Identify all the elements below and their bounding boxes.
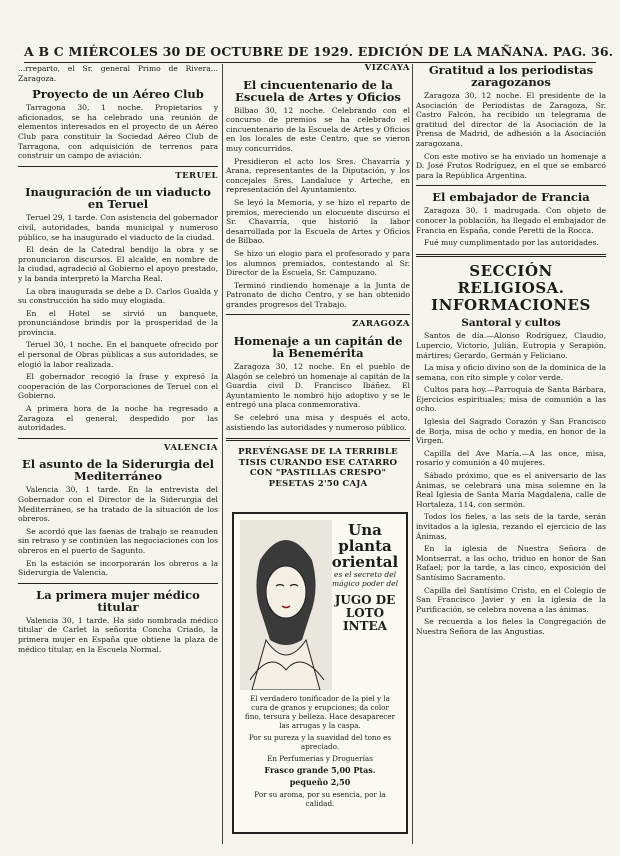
ad-price <box>242 766 398 775</box>
column-rule <box>222 64 223 844</box>
location-label: VIZCAYA <box>364 63 410 73</box>
article-text: Tarragona 30, 1 noche. Propietarios y aficionados, se ha celebrado una reunión de elementos interesados en el proyecto de un Aéreo Club para constituir la Sociedad Aéreo Club de Tarragona, con adquisición de terrenos para construir un campo de aviación. <box>18 103 218 161</box>
headline-aero-club: Proyecto de un Aéreo Club <box>32 87 204 102</box>
article-text: La misa y oficio divino son de la dominica de la semana, con rito simple y color verde. <box>416 363 606 382</box>
ad-text: El verdadero tonificador de la piel y la cura de granos y erupciones; da color fino, tersura y belleza. Hace desaparecer las arrugas y la caspa. <box>244 694 396 730</box>
column-right <box>416 64 606 640</box>
article-text: Se celebró una misa y después el acto, asistiendo las autoridades y numeroso público. <box>226 413 410 432</box>
divider <box>226 438 410 441</box>
advertisement-jugo-de-loto <box>232 512 408 834</box>
location-label: TERUEL <box>175 170 218 181</box>
article-text: Todos los fieles, a las seis de la tarde, serán invitados a la iglesia, rezando el ejercicio de las Ánimas. <box>416 512 606 541</box>
divider <box>18 583 218 584</box>
headline-gratitud: Gratitud a los periodistas zaragozanos <box>428 63 594 89</box>
masthead: A B C MIÉRCOLES 30 DE OCTUBRE DE 1929. EDICIÓN DE LA MAÑANA. PAG. 36. <box>24 44 596 63</box>
article-text: Valencia 30, 1 tarde. Ha sido nombrada médico titular de Carlet la señorita Concha Criado, la primera mujer en España que obtiene la plaza de médico titular, en la Escuela Normal. <box>18 615 218 654</box>
article-text: Zaragoza 30, 12 noche. En el pueblo de Alagón se celebró un homenaje al capitán de la Guardia civil D. Francisco Ibáñez. El Ayuntamiento le nombró hijo adoptivo y se le entregó una placa conmemorativa. <box>226 362 410 410</box>
ad-text: Por su pureza y la suavidad del tono es apreciado. <box>248 733 392 751</box>
article-text: Capilla del Ave María.—A las once, misa, rosario y comunión a 40 mujeres. <box>416 448 606 468</box>
headline-embajador: El embajador de Francia <box>432 190 590 205</box>
location-label: VALENCIA <box>163 442 218 453</box>
article-text: Capilla del Santísimo Cristo, en el Colegio de San Francisco Javier y en la iglesia de la Purificación, se celebra novena a las ánimas. <box>416 585 606 614</box>
article-text: El deán de la Catedral bendijo la obra y se pronunciaron discursos. El alcalde, en nombre de la ciudad, agradeció al Gobierno el apoyo prestado, y la banda interpretó la Marcha Real. <box>18 245 218 283</box>
article-text: A primera hora de la noche ha regresado a Zaragoza el general, despedido por las autoridades. <box>18 404 218 433</box>
subheading-santoral: Santoral y cultos <box>461 316 561 329</box>
ad-brand-block <box>330 522 400 633</box>
article-text: Se acordó que las faenas de trabajo se reanuden sin retraso y se continúen las negociaciones con los obreros en el puerto de Sagunto. <box>18 526 218 555</box>
woman-portrait-illustration <box>240 520 332 690</box>
article-text: Iglesia del Sagrado Corazón y San Francisco de Borja, misa de ocho y media, en honor de la Virgen. <box>416 417 606 446</box>
location-label: ZARAGOZA <box>352 319 410 330</box>
ad-price-small: pequeño 2,50 <box>289 777 351 787</box>
article-text: Teruel 29, 1 tarde. Con asistencia del gobernador civil, autoridades, banda municipal y numeroso público, se ha inaugurado el viaducto de la ciudad. <box>18 213 218 242</box>
article-text: En el Hotel se sirvió un banquete, pronunciándose brindis por la prosperidad de la provincia. <box>18 308 218 337</box>
ad-price <box>242 778 398 787</box>
ad-headline: Una planta oriental <box>331 521 399 571</box>
ad-text: Por su aroma, por su esencia, por la calidad. <box>254 790 386 808</box>
article-text: En la iglesia de Nuestra Señora de Montserrat, a las ocho, triduo en honor de San Rafael; por la tarde, a las cinco, exposición del Santísimo Sacramento. <box>416 544 606 582</box>
article-text: Zaragoza 30, 12 noche. El presidente de la Asociación de Periodistas de Zaragoza, Sr. Castro Falcón, ha recibido un telegrama de gratitud del director de la Asociación de la Prensa de Madrid, de adhesión a la Asociación zaragozana. <box>416 91 606 148</box>
headline-mujer-medico: La primera mujer médico titular <box>36 587 200 614</box>
column-middle <box>226 64 410 489</box>
ad-copy <box>242 694 398 811</box>
headline-siderurgia: El asunto de la Siderurgia del Mediterráneo <box>21 457 215 484</box>
divider <box>226 314 410 315</box>
article-text: El gobernador recogió la frase y expresó la cooperación de las Corporaciones de Teruel con el Gobierno. <box>18 372 218 401</box>
article-text: Se hizo un elogio para el profesorado y para los alumnos premiados, contestando al Sr. Director de la Escuela, Sr. Campuzano. <box>226 248 410 278</box>
article-text: Se leyó la Memoria, y se hizo el reparto de premios, mereciendo un elocuente discurso el Sr. Chavarría, que historió la labor desarrollada por la Escuela de Artes y Oficios de Bilbao. <box>226 197 410 246</box>
article-text: Zaragoza 30, 1 madrugada. Con objeto de conocer la población, ha llegado el embajador de Francia en España, conde Peretti de la Rocca. <box>416 206 606 235</box>
divider <box>416 185 606 186</box>
ad-text: En Perfumerías y Droguerías <box>267 754 373 763</box>
ad-banner-pastillas: PREVÉNGASE DE LA TERRIBLE TISIS CURANDO ESE CATARRO CON "PASTILLAS CRESPO" PESETAS 2'50 CAJA <box>238 447 398 489</box>
headline-viaducto: Inauguración de un viaducto en Teruel <box>25 185 211 212</box>
headline-homenaje-capitan: Homenaje a un capitán de la Benemérita <box>233 334 403 361</box>
article-text: Fué muy cumplimentado por las autoridades. <box>424 238 599 248</box>
divider <box>416 254 606 257</box>
article-text: Cultos para hoy.—Parroquia de Santa Bárbara, Ejercicios espirituales; misa de comunión a las ocho. <box>416 385 606 414</box>
article-text: Santos de día.—Alonso Rodríguez, Claudio, Lupercio, Victorio, Julián, Eutropia y Serapión, mártires; Gerardo, Germán y Feliciano. <box>416 331 606 360</box>
article-text: Presidieron el acto los Sres. Chavarría y Arana, representantes de la Diputación, y los concejales Sres. Landaluce y Arteche, en representación del Ayuntamiento. <box>226 156 410 195</box>
divider <box>18 438 218 439</box>
article-text: Sábado próximo, que es el aniversario de las Ánimas, se celebrará una misa solemne en la Real Iglesia de Santa María Magdalena, calle de Hortaleza, 114, con sermón. <box>416 471 606 509</box>
article-text: Teruel 30, 1 noche. En el banquete ofrecido por el personal de Obras públicas a sus autoridades, se elogió la labor realizada. <box>18 340 218 369</box>
article-text: Terminó rindiendo homenaje a la Junta de Patronato de dicho Centro, y se han obtenido grandes progresos del Trabajo. <box>226 280 410 309</box>
article-text: Bilbao 30, 12 noche. Celebrando con el concurso de premios se ha celebrado el cincuentenario de la Escuela de Artes y Oficios en los locales de este Centro, que se vieron muy concurridos. <box>226 105 410 153</box>
article-text: Valencia 30, 1 tarde. En la entrevista del Gobernador con el Director de la Siderurgia del Mediterráneo, se ha tratado de la situación de los obreros. <box>18 485 218 524</box>
ad-price-large: Frasco grande 5,00 Ptas. <box>264 765 376 775</box>
article-text: Con este motivo se ha enviado un homenaje a D. José Frutos Rodríguez, en el que se embarcó para la República Argentina. <box>416 151 606 180</box>
ad-tagline: es el secreto del mágico poder del <box>331 570 399 588</box>
headline-escuela-artes: El cincuentenario de la Escuela de Artes y Oficios <box>235 77 401 104</box>
divider <box>18 166 218 167</box>
article-text: Se recuerda a los fieles la Congregación de Nuestra Señora de las Angustias. <box>416 617 606 636</box>
ad-product-name: JUGO DE LOTO INTEA <box>334 593 396 633</box>
section-title-religiosa: SECCIÓN RELIGIOSA. INFORMACIONES <box>431 261 591 314</box>
article-text: En la estación se incorporarán los obreros a la Siderurgia de Valencia. <box>18 558 218 578</box>
article-text: La obra inaugurada se debe a D. Carlos Gualda y su construcción ha sido muy elogiada. <box>18 286 218 306</box>
column-rule <box>412 64 413 844</box>
lead-text: ...rreparto, el Sr. general Primo de Rivera... Zaragoza. <box>18 64 218 83</box>
column-left <box>18 64 218 657</box>
